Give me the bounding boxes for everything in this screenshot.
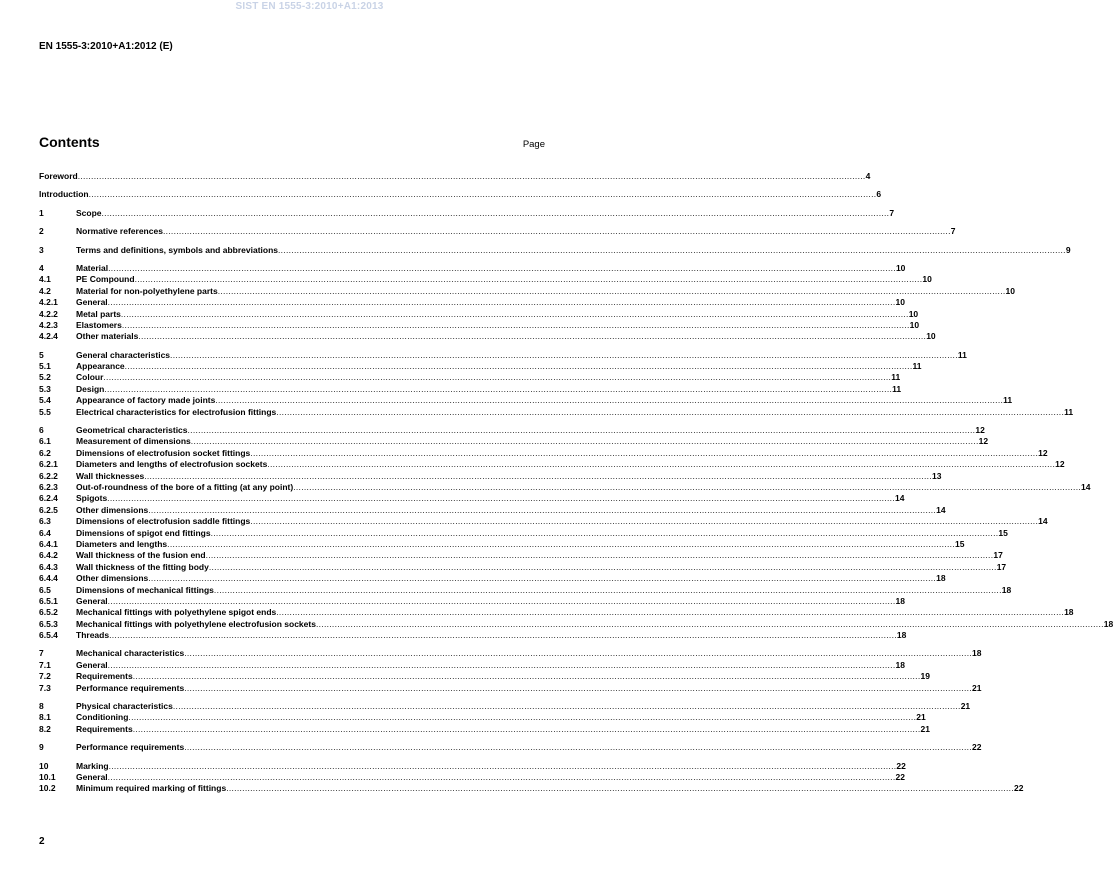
toc-entry-page: 10 bbox=[926, 331, 936, 342]
toc-entry-title: Foreword bbox=[39, 171, 78, 181]
toc-entry-number: 6.5.1 bbox=[39, 595, 58, 606]
toc-dot-leader bbox=[218, 286, 1006, 297]
toc-entry-page: 18 bbox=[1001, 584, 1012, 595]
toc-dot-leader bbox=[167, 539, 955, 550]
toc-dot-leader bbox=[109, 761, 897, 772]
toc-entry[interactable] bbox=[39, 470, 942, 482]
toc-dot-leader bbox=[144, 471, 932, 482]
toc-entry[interactable] bbox=[39, 297, 905, 308]
toc-dot-leader bbox=[148, 573, 936, 584]
toc-entry-title: Performance requirements bbox=[76, 742, 185, 753]
toc-entry[interactable] bbox=[39, 550, 1003, 561]
toc-entry-number: 5.4 bbox=[39, 395, 51, 406]
toc-dot-leader bbox=[184, 742, 972, 753]
toc-entry-number: 4.2.4 bbox=[39, 331, 58, 342]
toc-entry-number: 5 bbox=[39, 349, 44, 360]
toc-dot-leader bbox=[214, 585, 1002, 596]
toc-entry-number: 7.3 bbox=[39, 682, 51, 693]
toc-entry[interactable] bbox=[39, 395, 1013, 406]
toc-dot-leader bbox=[188, 425, 976, 436]
toc-entry-title: Dimensions of electrofusion socket fittings bbox=[76, 447, 251, 458]
toc-entry[interactable] bbox=[39, 189, 882, 200]
toc-entry-number: 7.2 bbox=[39, 671, 51, 682]
toc-entry[interactable] bbox=[39, 171, 871, 182]
toc-entry[interactable] bbox=[39, 207, 895, 219]
toc-entry-number: 10 bbox=[39, 760, 49, 771]
toc-dot-leader bbox=[215, 395, 1003, 406]
toc-entry-page: 12 bbox=[1055, 459, 1065, 470]
toc-dot-leader bbox=[128, 712, 916, 723]
toc-entry-page: 18 bbox=[1103, 618, 1113, 629]
toc-dot-leader bbox=[133, 671, 921, 682]
toc-dot-leader bbox=[108, 596, 896, 607]
toc-entry[interactable] bbox=[39, 538, 965, 550]
toc-entry-title: Minimum required marking of fittings bbox=[76, 783, 227, 794]
toc-dot-leader bbox=[267, 459, 1055, 470]
toc-entry-page: 22 bbox=[1014, 783, 1024, 794]
toc-entry-title: Threads bbox=[76, 630, 110, 641]
toc-entry-page: 18 bbox=[936, 573, 946, 584]
toc-dot-leader bbox=[278, 245, 1066, 256]
toc-entry-number: 5.1 bbox=[39, 361, 51, 372]
toc-entry[interactable] bbox=[39, 226, 956, 237]
toc-dot-leader bbox=[109, 630, 897, 641]
toc-dot-leader bbox=[184, 648, 972, 659]
toc-entry-title: Metal parts bbox=[76, 308, 121, 319]
toc-entry-title: Scope bbox=[76, 207, 102, 218]
toc-entry-number: 6.4.3 bbox=[39, 561, 58, 572]
toc-entry-page: 21 bbox=[920, 723, 930, 734]
toc-entry-number: 6.1 bbox=[39, 436, 51, 447]
toc-entry-number: 6.5 bbox=[39, 584, 51, 595]
toc-entry-page: 22 bbox=[896, 760, 906, 771]
toc-entry-number: 10.2 bbox=[39, 783, 56, 794]
toc-entry-title: Measurement of dimensions bbox=[76, 436, 191, 447]
toc-entry-page: 11 bbox=[891, 372, 901, 383]
toc-entry-page: 12 bbox=[1038, 447, 1048, 458]
toc-entry-title: Requirements bbox=[76, 723, 133, 734]
toc-entry-page: 17 bbox=[996, 561, 1007, 572]
toc-entry-page: 14 bbox=[1038, 516, 1048, 527]
toc-entry[interactable] bbox=[39, 504, 946, 516]
toc-dot-leader bbox=[89, 189, 877, 200]
toc-entry-number: 4.2.1 bbox=[39, 297, 58, 308]
toc-entry-number: 6.5.4 bbox=[39, 630, 58, 641]
toc-entry[interactable] bbox=[39, 659, 905, 671]
toc-entry-number: 2 bbox=[39, 226, 44, 237]
toc-entry-title: General bbox=[76, 595, 108, 606]
toc-entry[interactable] bbox=[39, 493, 905, 504]
toc-entry[interactable] bbox=[39, 406, 1074, 418]
toc-entry-number: 4.2.2 bbox=[39, 308, 58, 319]
toc-entry-number: 6.4.2 bbox=[39, 550, 58, 561]
toc-entry-number: 6.2.4 bbox=[39, 493, 58, 504]
toc-entry-page: 4 bbox=[865, 171, 871, 181]
page-number: 2 bbox=[39, 836, 45, 847]
toc-dot-leader bbox=[125, 361, 913, 372]
toc-entry-page: 10 bbox=[895, 262, 906, 273]
toc-entry-title: Other dimensions bbox=[76, 504, 149, 515]
toc-dot-leader bbox=[276, 407, 1064, 418]
toc-entry[interactable] bbox=[39, 447, 1048, 459]
toc-entry[interactable] bbox=[39, 682, 982, 694]
toc-entry-page: 11 bbox=[912, 361, 922, 372]
toc-entry-page: 11 bbox=[1003, 395, 1013, 406]
toc-entry-title: Mechanical fittings with polyethylene electrofusion sockets bbox=[76, 618, 316, 629]
toc-entry-title: Out-of-roundness of the bore of a fitting (at any point) bbox=[76, 481, 294, 492]
toc-entry[interactable] bbox=[39, 701, 971, 712]
toc-entry-number: 4.1 bbox=[39, 274, 51, 285]
toc-entry[interactable] bbox=[39, 383, 902, 395]
toc-entry-title: Appearance bbox=[76, 361, 125, 372]
toc-entry-number: 6.2 bbox=[39, 447, 51, 458]
toc-dot-leader bbox=[191, 436, 979, 447]
toc-entry-title: Electrical characteristics for electrofusion fittings bbox=[76, 406, 277, 417]
toc-entry-title: Appearance of factory made joints bbox=[76, 395, 216, 406]
toc-entry-number: 8.1 bbox=[39, 712, 51, 723]
toc-entry-page: 6 bbox=[876, 189, 882, 200]
toc-entry[interactable] bbox=[39, 459, 1065, 470]
toc-entry-title: Physical characteristics bbox=[76, 701, 173, 712]
toc-entry-number: 5.3 bbox=[39, 383, 51, 394]
toc-entry-number: 6.3 bbox=[39, 516, 51, 527]
toc-entry[interactable] bbox=[39, 349, 967, 361]
toc-entry-page: 19 bbox=[920, 671, 930, 682]
page-column-label: Page bbox=[522, 139, 545, 150]
toc-entry-title: Wall thickness of the fusion end bbox=[76, 550, 206, 561]
toc-entry-page: 18 bbox=[895, 595, 905, 606]
toc-entry[interactable] bbox=[39, 319, 920, 331]
toc-entry-title: General bbox=[76, 771, 108, 782]
toc-entry[interactable] bbox=[39, 584, 1012, 596]
toc-dot-leader bbox=[316, 619, 1104, 630]
toc-dot-leader bbox=[103, 372, 891, 383]
toc-entry[interactable] bbox=[39, 331, 936, 342]
toc-dot-leader bbox=[122, 320, 910, 331]
toc-entry[interactable] bbox=[39, 308, 919, 320]
toc-entry-title: Marking bbox=[76, 760, 109, 771]
toc-entry[interactable] bbox=[39, 527, 1008, 539]
toc-entry-title: Mechanical fittings with polyethylene spigot ends bbox=[76, 607, 277, 618]
toc-entry-page: 10 bbox=[1005, 285, 1015, 296]
toc-entry-title: Wall thicknesses bbox=[76, 470, 145, 481]
toc-entry[interactable] bbox=[39, 262, 906, 274]
toc-entry-title: Terms and definitions, symbols and abbreviations bbox=[76, 244, 278, 255]
toc-entry-title: General bbox=[76, 297, 108, 308]
toc-entry-number: 8 bbox=[39, 701, 44, 712]
toc-entry[interactable] bbox=[39, 274, 932, 285]
toc-entry-number: 6.2.3 bbox=[39, 481, 58, 492]
toc-dot-leader bbox=[276, 607, 1064, 618]
toc-entry-page: 18 bbox=[972, 648, 982, 659]
toc-dot-leader bbox=[211, 528, 999, 539]
toc-entry-title: Material for non-polyethylene parts bbox=[76, 285, 218, 296]
toc-entry[interactable] bbox=[39, 712, 926, 723]
toc-entry[interactable] bbox=[39, 436, 989, 447]
toc-entry-page: 21 bbox=[960, 701, 971, 712]
toc-entry-page: 21 bbox=[916, 712, 926, 723]
toc-entry-page: 12 bbox=[978, 436, 989, 447]
toc-entry[interactable] bbox=[39, 425, 985, 436]
toc-entry[interactable] bbox=[39, 361, 922, 372]
toc-entry-title: Diameters and lengths bbox=[76, 538, 168, 549]
contents-title: Contents bbox=[39, 134, 100, 150]
toc-dot-leader bbox=[163, 226, 951, 237]
toc-dot-leader bbox=[108, 660, 896, 671]
toc-entry-page: 21 bbox=[972, 682, 982, 693]
toc-entry-page: 11 bbox=[892, 383, 902, 394]
toc-entry-page: 18 bbox=[895, 659, 905, 670]
toc-entry[interactable] bbox=[39, 742, 982, 753]
toc-entry-page: 17 bbox=[993, 550, 1003, 561]
toc-entry-number: 10.1 bbox=[39, 771, 56, 782]
toc-entry-number: 6.4 bbox=[39, 527, 51, 538]
toc-entry[interactable] bbox=[39, 573, 946, 584]
toc-entry-page: 14 bbox=[1081, 481, 1091, 492]
toc-entry-number: 7 bbox=[39, 648, 44, 659]
toc-entry-title: Spigots bbox=[76, 493, 108, 504]
toc-entry-title: Dimensions of spigot end fittings bbox=[76, 527, 211, 538]
toc-dot-leader bbox=[102, 208, 890, 219]
toc-entry-page: 18 bbox=[896, 630, 907, 641]
toc-entry-page: 7 bbox=[950, 226, 956, 237]
toc-entry-page: 22 bbox=[895, 771, 905, 782]
toc-entry-number: 5.2 bbox=[39, 372, 51, 383]
toc-entry-title: Elastomers bbox=[76, 319, 122, 330]
toc-dot-leader bbox=[108, 263, 896, 274]
toc-entry[interactable] bbox=[39, 607, 1074, 618]
toc-dot-leader bbox=[293, 482, 1081, 493]
toc-entry-page: 11 bbox=[957, 349, 967, 360]
toc-entry-title: Diameters and lengths of electrofusion sockets bbox=[76, 459, 268, 470]
toc-entry-page: 15 bbox=[998, 527, 1008, 538]
toc-entry-number: 4.2.3 bbox=[39, 319, 58, 330]
toc-dot-leader bbox=[209, 562, 997, 573]
toc-dot-leader bbox=[250, 516, 1038, 527]
toc-entry[interactable] bbox=[39, 630, 907, 641]
toc-entry-number: 8.2 bbox=[39, 723, 51, 734]
toc-entry[interactable] bbox=[39, 771, 905, 783]
toc-entry-title: Geometrical characteristics bbox=[76, 425, 188, 436]
toc-entry[interactable] bbox=[39, 561, 1007, 573]
toc-entry-number: 6.5.3 bbox=[39, 618, 58, 629]
toc-entry-title: Normative references bbox=[76, 226, 163, 237]
toc-entry-title: General characteristics bbox=[76, 349, 171, 360]
toc-entry-page: 22 bbox=[972, 742, 982, 753]
toc-entry-title: Dimensions of mechanical fittings bbox=[76, 584, 214, 595]
toc-dot-leader bbox=[108, 297, 896, 308]
toc-entry-number: 6.2.2 bbox=[39, 470, 58, 481]
toc-entry[interactable] bbox=[39, 595, 905, 607]
toc-dot-leader bbox=[104, 384, 892, 395]
toc-entry[interactable] bbox=[39, 723, 930, 735]
toc-entry-number: 9 bbox=[39, 742, 44, 753]
toc-entry-page: 13 bbox=[932, 470, 942, 481]
toc-entry-title: Colour bbox=[76, 372, 104, 383]
toc-entry-number: 4 bbox=[39, 262, 44, 273]
toc-entry-page: 18 bbox=[1064, 607, 1074, 618]
toc-dot-leader bbox=[121, 309, 909, 320]
toc-entry-number: 3 bbox=[39, 244, 44, 255]
toc-entry-number: 7.1 bbox=[39, 659, 51, 670]
toc-entry[interactable] bbox=[39, 285, 1015, 297]
toc-entry-title: Performance requirements bbox=[76, 682, 185, 693]
toc-dot-leader bbox=[135, 274, 923, 285]
toc-dot-leader bbox=[78, 171, 866, 182]
toc-entry[interactable] bbox=[39, 783, 1024, 794]
toc-entry-page: 10 bbox=[909, 319, 920, 330]
toc-dot-leader bbox=[107, 493, 895, 504]
toc-entry-number: 6.2.5 bbox=[39, 504, 58, 515]
watermark: SIST EN 1555-3:2010+A1:2013 bbox=[235, 1, 384, 12]
document-id: EN 1555-3:2010+A1:2012 (E) bbox=[39, 41, 173, 52]
toc-entry-number: 1 bbox=[39, 207, 44, 218]
toc-entry-title: Other dimensions bbox=[76, 573, 149, 584]
toc-entry-page: 10 bbox=[895, 297, 905, 308]
toc-entry[interactable] bbox=[39, 372, 901, 383]
toc-dot-leader bbox=[148, 505, 936, 516]
toc-entry-title: Dimensions of electrofusion saddle fittings bbox=[76, 516, 251, 527]
toc-entry-title: Conditioning bbox=[76, 712, 129, 723]
toc-entry-number: 6.4.1 bbox=[39, 538, 58, 549]
toc-entry-page: 10 bbox=[908, 308, 919, 319]
toc-dot-leader bbox=[133, 724, 921, 735]
toc-entry[interactable] bbox=[39, 760, 906, 772]
toc-entry-page: 15 bbox=[955, 538, 965, 549]
toc-entry-title: Material bbox=[76, 262, 109, 273]
toc-entry-page: 11 bbox=[1064, 406, 1074, 417]
table-of-contents bbox=[39, 171, 1113, 795]
toc-entry-page: 12 bbox=[975, 425, 985, 436]
toc-dot-leader bbox=[184, 683, 972, 694]
toc-dot-leader bbox=[250, 448, 1038, 459]
toc-entry-title: PE Compound bbox=[76, 274, 135, 285]
toc-dot-leader bbox=[226, 783, 1014, 794]
toc-entry-page: 14 bbox=[895, 493, 905, 504]
toc-dot-leader bbox=[108, 772, 896, 783]
toc-entry-title: Wall thickness of the fitting body bbox=[76, 561, 209, 572]
toc-entry-title: Other materials bbox=[76, 331, 139, 342]
toc-entry-title: Mechanical characteristics bbox=[76, 648, 185, 659]
toc-entry[interactable] bbox=[39, 244, 1071, 256]
toc-entry-number: 6 bbox=[39, 425, 44, 436]
toc-entry[interactable] bbox=[39, 671, 930, 682]
toc-dot-leader bbox=[138, 331, 926, 342]
toc-entry-page: 10 bbox=[922, 274, 932, 285]
toc-entry-number: 5.5 bbox=[39, 406, 51, 417]
toc-entry-number: 6.2.1 bbox=[39, 459, 58, 470]
toc-entry-title: General bbox=[76, 659, 108, 670]
toc-entry-title: Introduction bbox=[39, 189, 89, 200]
toc-entry-page: 9 bbox=[1065, 244, 1071, 255]
toc-entry-title: Design bbox=[76, 383, 105, 394]
toc-dot-leader bbox=[173, 701, 961, 712]
toc-entry-number: 4.2 bbox=[39, 285, 51, 296]
toc-entry-number: 6.4.4 bbox=[39, 573, 58, 584]
toc-entry[interactable] bbox=[39, 648, 982, 659]
toc-entry-number: 6.5.2 bbox=[39, 607, 58, 618]
toc-entry[interactable] bbox=[39, 618, 1113, 630]
toc-entry-page: 14 bbox=[936, 504, 946, 515]
toc-dot-leader bbox=[170, 350, 958, 361]
toc-dot-leader bbox=[206, 550, 994, 561]
toc-entry[interactable] bbox=[39, 481, 1091, 493]
toc-entry[interactable] bbox=[39, 516, 1048, 527]
toc-entry-page: 7 bbox=[889, 207, 895, 218]
toc-entry-title: Requirements bbox=[76, 671, 133, 682]
